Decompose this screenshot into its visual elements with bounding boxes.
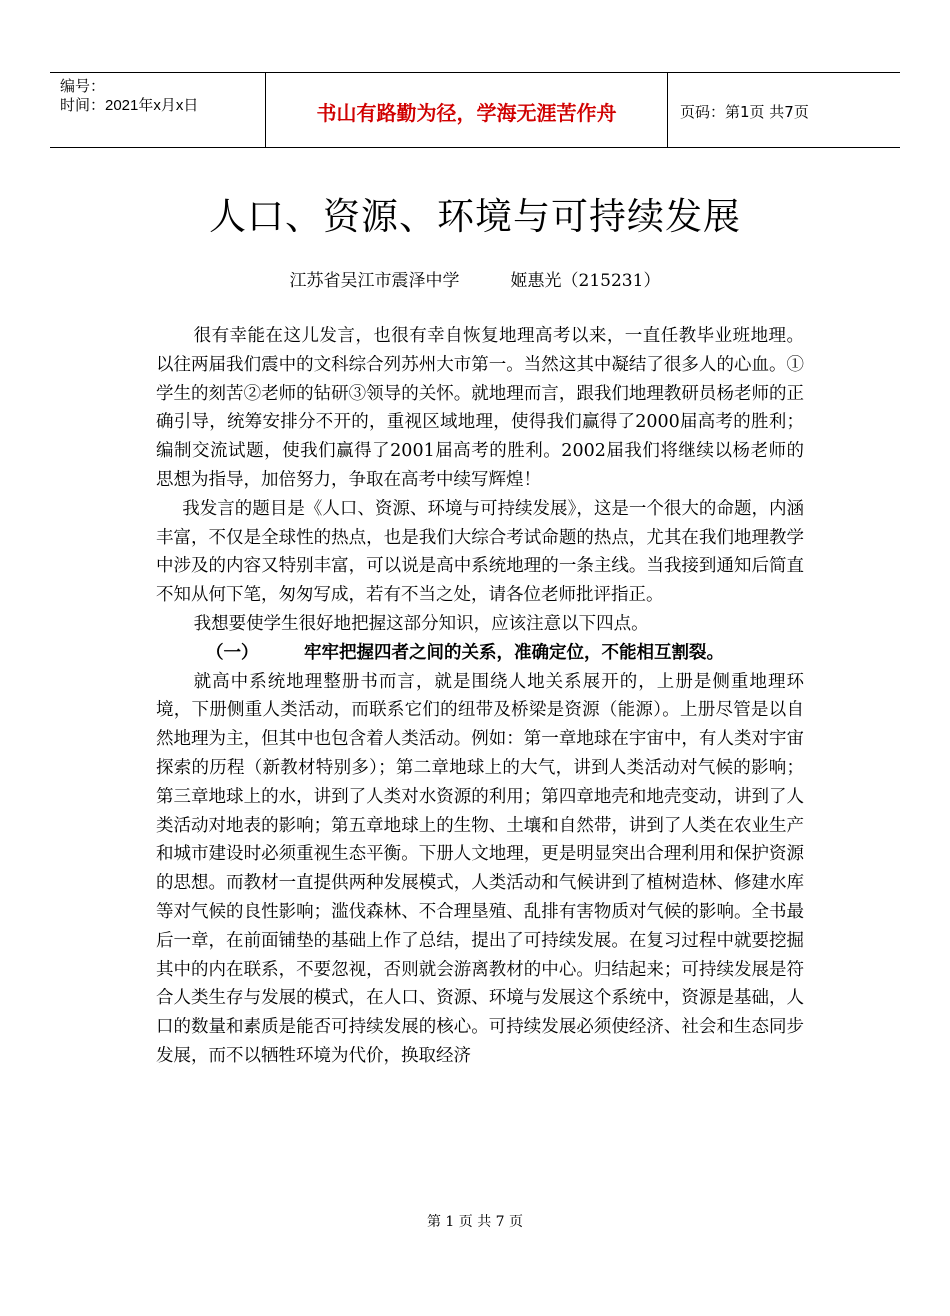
document-time-label: 时间：2021年x月x日 xyxy=(60,97,199,114)
author-byline: 江苏省吴江市震泽中学 姬惠光（215231） xyxy=(289,271,661,291)
document-body xyxy=(156,322,804,1071)
page-header xyxy=(50,72,900,148)
header-page-info: 页码：第1页 共7页 xyxy=(680,103,809,121)
section-heading-1 xyxy=(156,639,804,668)
paragraph-section-1: 就高中系统地理整册书而言，就是围绕人地关系展开的，上册是侧重地理环境，下册侧重人类活动，而联系它们的纽带及桥梁是资源（能源）。上册尽管是以自然地理为主，但其中也包含着人类活动。例如：第一章地球在宇宙中，有人类对宇宙探索的历程（新教材特别多）；第二章地球上的大气，讲到人类活动对气候的影响；第三章地球上的水，讲到了人类对水资源的利用；第四章地壳和地壳变动，讲到了人类活动对地表的影响；第五章地球上的生物、土壤和自然带，讲到了人类在农业生产和城市建设时必须重视生态平衡。下册人文地理，更是明显突出合理利用和保护资源的思想。而教材一直提供两种发展模式，人类活动和气候讲到了植树造林、修建水库等对气候的良性影响；滥伐森林、不合理垦殖、乱排有害物质对气候的影响。全书最后一章，在前面铺垫的基础上作了总结，提出了可持续发展。在复习过程中就要挖掘其中的内在联系，不要忽视，否则就会游离教材的中心。归结起来；可持续发展是符合人类生存与发展的模式，在人口、资源、环境与发展这个系统中，资源是基础，人口的数量和素质是能否可持续发展的核心。可持续发展必须使经济、社会和生态同步发展，而不以牺牲环境为代价，换取经济 xyxy=(156,671,804,1066)
document-title: 人口、资源、环境与可持续发展 xyxy=(209,195,741,238)
header-motto: 书山有路勤为径，学海无涯苦作舟 xyxy=(316,101,617,125)
page-footer: 第 1 页 共 7 页 xyxy=(426,1214,524,1230)
header-divider-right xyxy=(667,73,668,147)
section-heading-text: 牢牢把握四者之间的关系，准确定位，不能相互割裂。 xyxy=(304,642,724,663)
section-number: （一） xyxy=(206,642,259,663)
paragraph-points: 我想要使学生很好地把握这部分知识，应该注意以下四点。 xyxy=(193,613,649,634)
paragraph-topic: 我发言的题目是《人口、资源、环境与可持续发展》，这是一个很大的命题，内涵丰富，不仅是全球性的热点，也是我们大综合考试命题的热点，尤其在我们地理教学中涉及的内容又特别丰富，可以说是高中系统地理的一条主线。当我接到通知后简直不知从何下笔，匆匆写成，若有不当之处，请各位老师批评指正。 xyxy=(156,498,804,606)
paragraph-intro: 很有幸能在这儿发言，也很有幸自恢复地理高考以来，一直任教毕业班地理。以往两届我们震中的文科综合列苏州大市第一。当然这其中凝结了很多人的心血。①学生的刻苦②老师的钻研③领导的关怀。就地理而言，跟我们地理教研员杨老师的正确引导，统筹安排分不开的，重视区域地理，使得我们赢得了2000届高考的胜利；编制交流试题，使我们赢得了2001届高考的胜利。2002届我们将继续以杨老师的思想为指导，加倍努力，争取在高考中续写辉煌！ xyxy=(156,326,804,490)
document-number-label: 编号： xyxy=(60,78,106,95)
header-meta xyxy=(60,77,265,115)
